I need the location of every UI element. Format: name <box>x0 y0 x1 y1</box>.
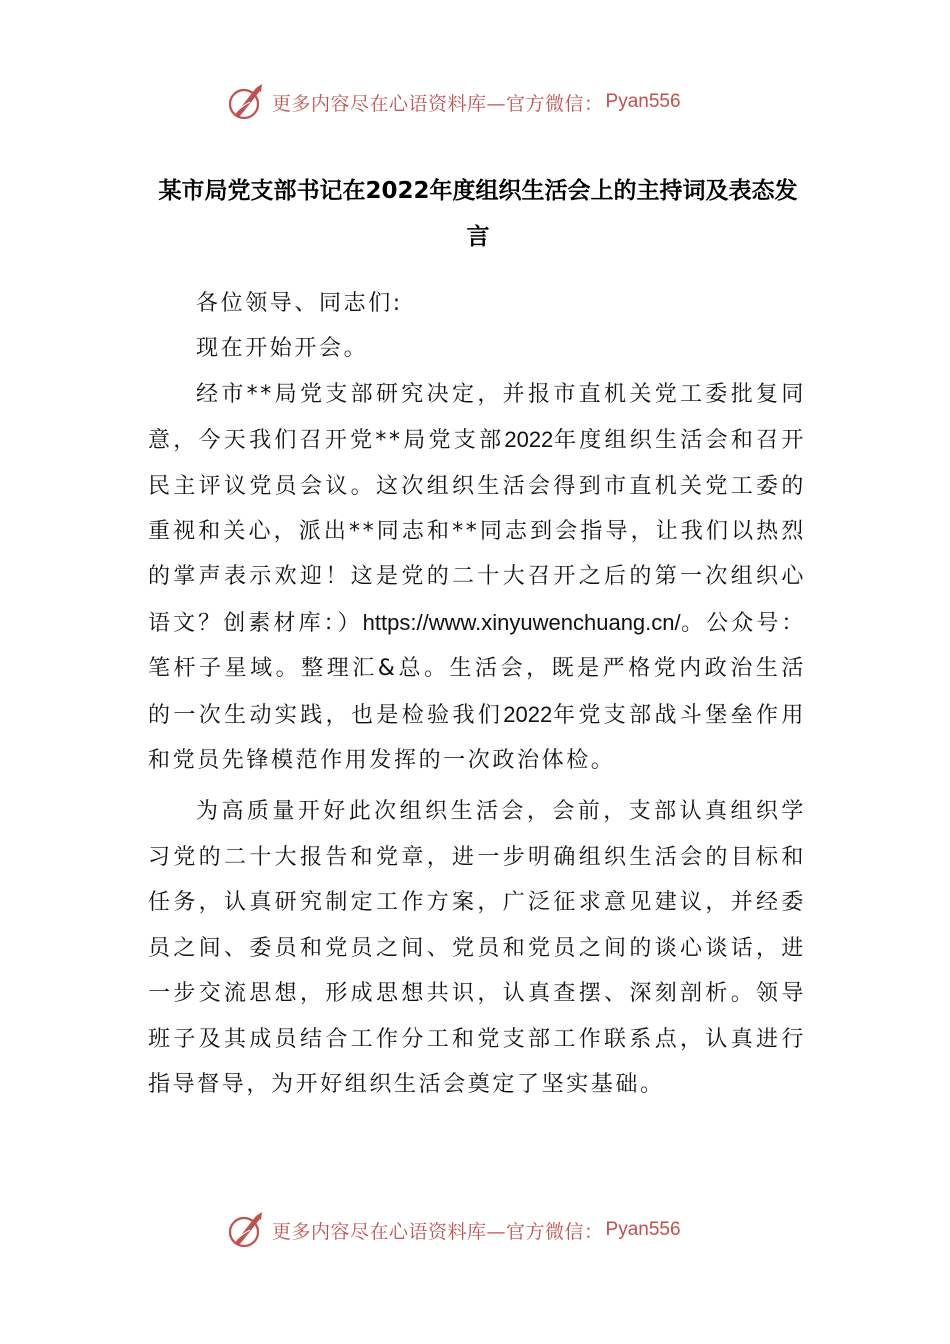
document-title: 某市局党支部书记在2022年度组织生活会上的主持词及表态发言 <box>158 178 798 250</box>
document-body <box>148 281 806 1107</box>
footer-watermark <box>226 1210 681 1250</box>
paragraph-1 <box>148 372 806 784</box>
paragraph-1-year: 2022 <box>504 427 554 453</box>
opening-line: 现在开始开会。 <box>196 336 369 362</box>
paragraph-2: 为高质量开好此次组织生活会，会前，支部认真组织学习党的二十大报告和党章，进一步明确组织生活会的目标和任务，认真研究制定工作方案，广泛征求意见建议，并经委员之间、委员和党员之间、党员和党员之间的谈心谈话，进一步交流思想，形成思想共识，认真查摆、深刻剖析。领导班子及其成员结合工作分工和党支部工作联系点，认真进行指导督导，为开好组织生活会奠定了坚实基础。 <box>148 799 806 1097</box>
paragraph-1-part-a: 经市**局党支部研究决定，并报市直机关党工委批复同意，今天我们召开党**局党支部 <box>148 381 806 454</box>
source-url: https://www.xinyuwenchuang.cn/ <box>362 609 681 635</box>
header-watermark <box>226 82 681 122</box>
paragraph-1-year-2: 2022 <box>503 701 553 727</box>
watermark-wechat-id: Pyan556 <box>605 1219 681 1240</box>
watermark-text: 更多内容尽在心语资料库—官方微信： <box>272 92 604 115</box>
paragraph-1-part-b: 年度组织生活会和召开民主评议党员会议。这次组织生活会得到市直机关党工委的重视和关心，派出**同志和**同志到会指导，让我们以热烈的掌声表示欢迎！这是党的二十大召开之后的第一次组织心语文？创素材库：） <box>148 428 806 636</box>
paragraph-1-part-d: 年党支部战斗堡垒作用和党员先锋模范作用发挥的一次政治体检。 <box>148 702 806 774</box>
quill-pen-logo-icon <box>226 82 266 122</box>
watermark-wechat-id: Pyan556 <box>605 91 681 112</box>
paragraph-1-part-c: 。公众号：笔杆子星域。整理汇&总。生活会，既是严格党内政治生活的一次生动实践，也是检验我们 <box>148 610 806 728</box>
watermark-text: 更多内容尽在心语资料库—官方微信： <box>272 1220 604 1243</box>
quill-pen-logo-icon <box>226 1210 266 1250</box>
salutation: 各位领导、同志们: <box>196 291 403 316</box>
